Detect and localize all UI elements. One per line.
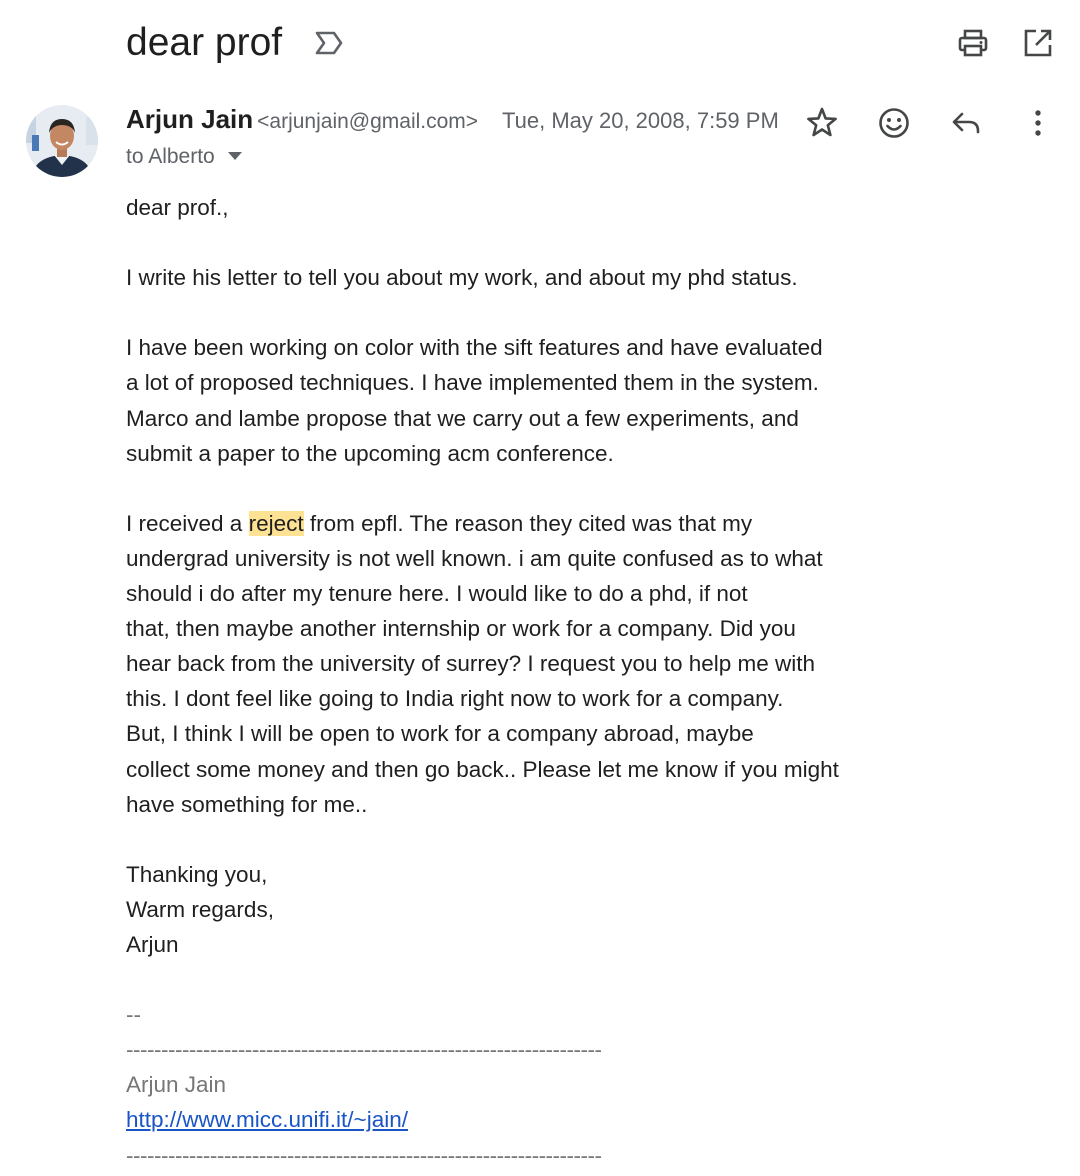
print-icon[interactable] xyxy=(956,26,990,60)
search-highlight: reject xyxy=(248,510,304,536)
body-line: hear back from the university of surrey? I request you to help me with xyxy=(126,651,816,677)
signature-dashes: -- xyxy=(126,1002,141,1028)
closing-line: Warm regards, xyxy=(126,896,274,922)
caret-down-icon xyxy=(227,151,243,161)
body-line xyxy=(126,506,1026,541)
open-in-new-window-icon[interactable] xyxy=(1021,26,1055,60)
email-date: Tue, May 20, 2008, 7:59 PM xyxy=(502,108,779,133)
body-line: I have been working on color with the sift features and have evaluated xyxy=(126,335,823,361)
sender-avatar[interactable] xyxy=(26,105,98,177)
body-text: I received a xyxy=(126,510,249,536)
body-line: But, I think I will be open to work for a company abroad, maybe xyxy=(126,721,754,747)
body-text: from epfl. The reason they cited was that my xyxy=(303,510,753,536)
email-subject: dear prof xyxy=(126,21,283,64)
signature-link-line xyxy=(126,1102,1026,1137)
recipient-label: to Alberto xyxy=(126,145,215,168)
avatar-photo xyxy=(26,105,98,177)
reply-icon[interactable] xyxy=(948,105,984,141)
body-line: should i do after my tenure here. I would like to do a phd, if not xyxy=(126,581,748,607)
body-line: a lot of proposed techniques. I have implemented them in the system. xyxy=(126,370,819,396)
emoji-reaction-icon[interactable] xyxy=(876,105,912,141)
closing-line: Arjun xyxy=(126,931,179,957)
sender-email: <arjunjain@gmail.com> xyxy=(257,110,479,133)
body-line: that, then maybe another internship or work for a company. Did you xyxy=(126,616,796,642)
recipient-details-toggle[interactable] xyxy=(126,145,243,173)
signature-link[interactable]: http://www.micc.unifi.it/~jain/ xyxy=(126,1107,408,1133)
label-important-icon[interactable] xyxy=(312,28,346,58)
sender-name[interactable]: Arjun Jain xyxy=(126,104,254,134)
body-line: Marco and lambe propose that we carry out a few experiments, and xyxy=(126,405,799,431)
body-paragraph-1: I write his letter to tell you about my work, and about my phd status. xyxy=(126,265,798,291)
closing-line: Thanking you, xyxy=(126,861,268,887)
email-body xyxy=(126,190,1026,1173)
star-icon[interactable] xyxy=(804,105,840,141)
greeting: dear prof., xyxy=(126,195,229,220)
body-line: undergrad university is not well known. i am quite confused as to what xyxy=(126,545,823,571)
signature-rule: -------------------------------------------------------------------- xyxy=(126,1037,602,1063)
body-line: submit a paper to the upcoming acm conference. xyxy=(126,440,614,466)
body-line: collect some money and then go back.. Please let me know if you might xyxy=(126,756,839,782)
body-line: this. I dont feel like going to India right now to work for a company. xyxy=(126,686,784,712)
more-vert-icon[interactable] xyxy=(1020,105,1056,141)
body-line: have something for me.. xyxy=(126,791,368,817)
signature-rule: -------------------------------------------------------------------- xyxy=(126,1142,602,1168)
signature-name: Arjun Jain xyxy=(126,1072,227,1098)
